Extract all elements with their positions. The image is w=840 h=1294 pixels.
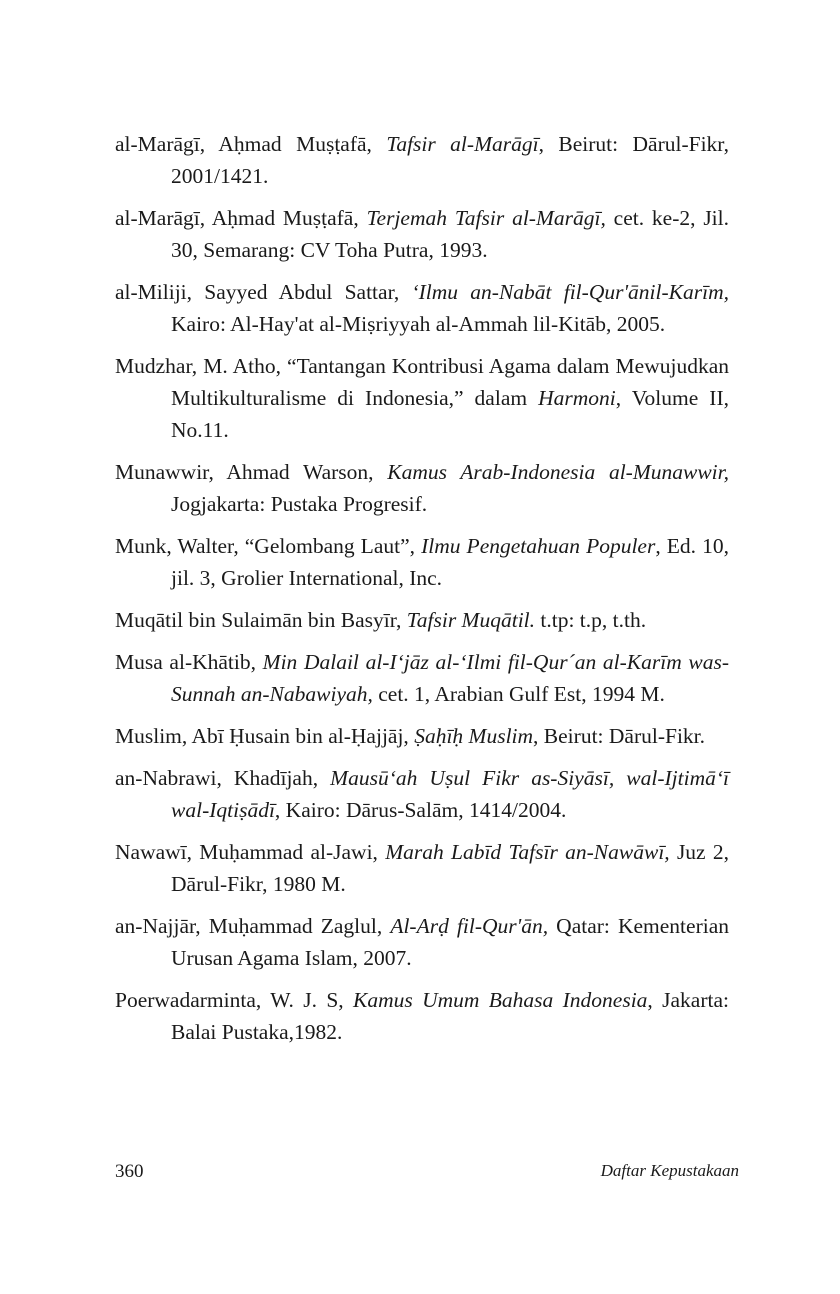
page-number: 360: [115, 1161, 144, 1182]
entry-author: al-Marāgī, Aḥmad Muṣṭafā,: [115, 132, 387, 156]
entry-title: Ilmu Pengetahuan Populer: [421, 534, 656, 558]
entry-publication: Jogjakarta: Pustaka Progresif.: [171, 492, 428, 516]
entry-title: Harmoni: [538, 386, 616, 410]
entry-title: Mausū‘ah Uṣul Fikr as-Siyāsī, wal-Ijtimā‘ī wal-Iqtiṣādī: [171, 766, 729, 822]
entry-publication: cet. 1, Arabian Gulf Est, 1994 M.: [372, 682, 665, 706]
entry-title: Kamus Umum Bahasa Indonesia: [353, 988, 648, 1012]
entry-publication: Qatar: Kementerian Urusan Agama Islam, 2007.: [171, 914, 730, 970]
entry-title: Tafsir Muqātil.: [406, 608, 536, 632]
bibliography-entry: [115, 720, 729, 752]
page-footer: [115, 1161, 739, 1187]
entry-title: Marah Labīd Tafsīr an-Nawāwī,: [385, 840, 670, 864]
entry-publication: Juz 2, Dārul-Fikr, 1980 M.: [171, 840, 729, 896]
entry-publication: , Volume II, No.11.: [171, 386, 729, 442]
entry-publication: , Jakarta: Balai Pustaka,1982.: [171, 988, 729, 1044]
entry-author: Muslim, Abī Ḥusain bin al-Ḥajjāj,: [115, 724, 415, 748]
entry-title: Kamus Arab-Indonesia al-Munawwir,: [387, 460, 730, 484]
entry-publication: , Beirut: Dārul-Fikr.: [533, 724, 706, 748]
entry-author: Musa al-Khātib,: [115, 650, 263, 674]
entry-title: Terjemah Tafsir al-Marāgī,: [366, 206, 606, 230]
entry-title: Ṣaḥīḥ Muslim: [414, 724, 534, 748]
bibliography-entry: [115, 984, 729, 1048]
bibliography-entry: [115, 202, 729, 266]
entry-publication: , Beirut: Dārul-Fikr, 2001/1421.: [171, 132, 729, 188]
entry-author: an-Nabrawi, Khadījah,: [115, 766, 331, 790]
bibliography-entry: [115, 276, 729, 340]
entry-author: Mudzhar, M. Atho, “Tantangan Kontribusi Agama dalam Mewujudkan Multikulturalisme di Indonesia,” dalam: [115, 354, 729, 410]
entry-author: Muqātil bin Sulaimān bin Basyīr,: [115, 608, 407, 632]
entry-publication: , Ed. 10, jil. 3, Grolier International, Inc.: [171, 534, 729, 590]
entry-title: Tafsir al-Marāgī: [386, 132, 539, 156]
entry-author: Nawawī, Muḥammad al-Jawi,: [115, 840, 386, 864]
entry-publication: , Kairo: Dārus-Salām, 1414/2004.: [274, 798, 567, 822]
entry-author: Munawwir, Ahmad Warson,: [115, 460, 388, 484]
bibliography-entry: [115, 350, 729, 446]
bibliography-list: [115, 128, 729, 1058]
running-head: Daftar Kepustakaan: [600, 1161, 739, 1180]
bibliography-entry: [115, 836, 729, 900]
bibliography-entry: [115, 604, 729, 636]
entry-author: an-Najjār, Muḥammad Zaglul,: [115, 914, 391, 938]
bibliography-entry: [115, 128, 729, 192]
entry-author: Poerwadarminta, W. J. S,: [115, 988, 354, 1012]
bibliography-entry: [115, 910, 729, 974]
bibliography-entry: [115, 530, 729, 594]
entry-publication: cet. ke-2, Jil. 30, Semarang: CV Toha Putra, 1993.: [171, 206, 730, 262]
bibliography-entry: [115, 762, 729, 826]
entry-author: al-Miliji, Sayyed Abdul Sattar,: [115, 280, 412, 304]
bibliography-entry: [115, 646, 729, 710]
entry-title: ‘Ilmu an-Nabāt fil-Qur'ānil-Karīm,: [411, 280, 729, 304]
bibliography-entry: [115, 456, 729, 520]
entry-author: al-Marāgī, Aḥmad Muṣṭafā,: [115, 206, 367, 230]
entry-publication: t.tp: t.p, t.th.: [535, 608, 647, 632]
entry-author: Munk, Walter, “Gelombang Laut”,: [115, 534, 422, 558]
entry-title: Al-Arḍ fil-Qur'ān,: [390, 914, 549, 938]
entry-title: Min Dalail al-I‘jāz al-‘Ilmi fil-Qur´an al-Karīm was-Sunnah an-Nabawiyah,: [171, 650, 730, 706]
entry-publication: Kairo: Al-Hay'at al-Miṣriyyah al-Ammah lil-Kitāb, 2005.: [171, 312, 666, 336]
